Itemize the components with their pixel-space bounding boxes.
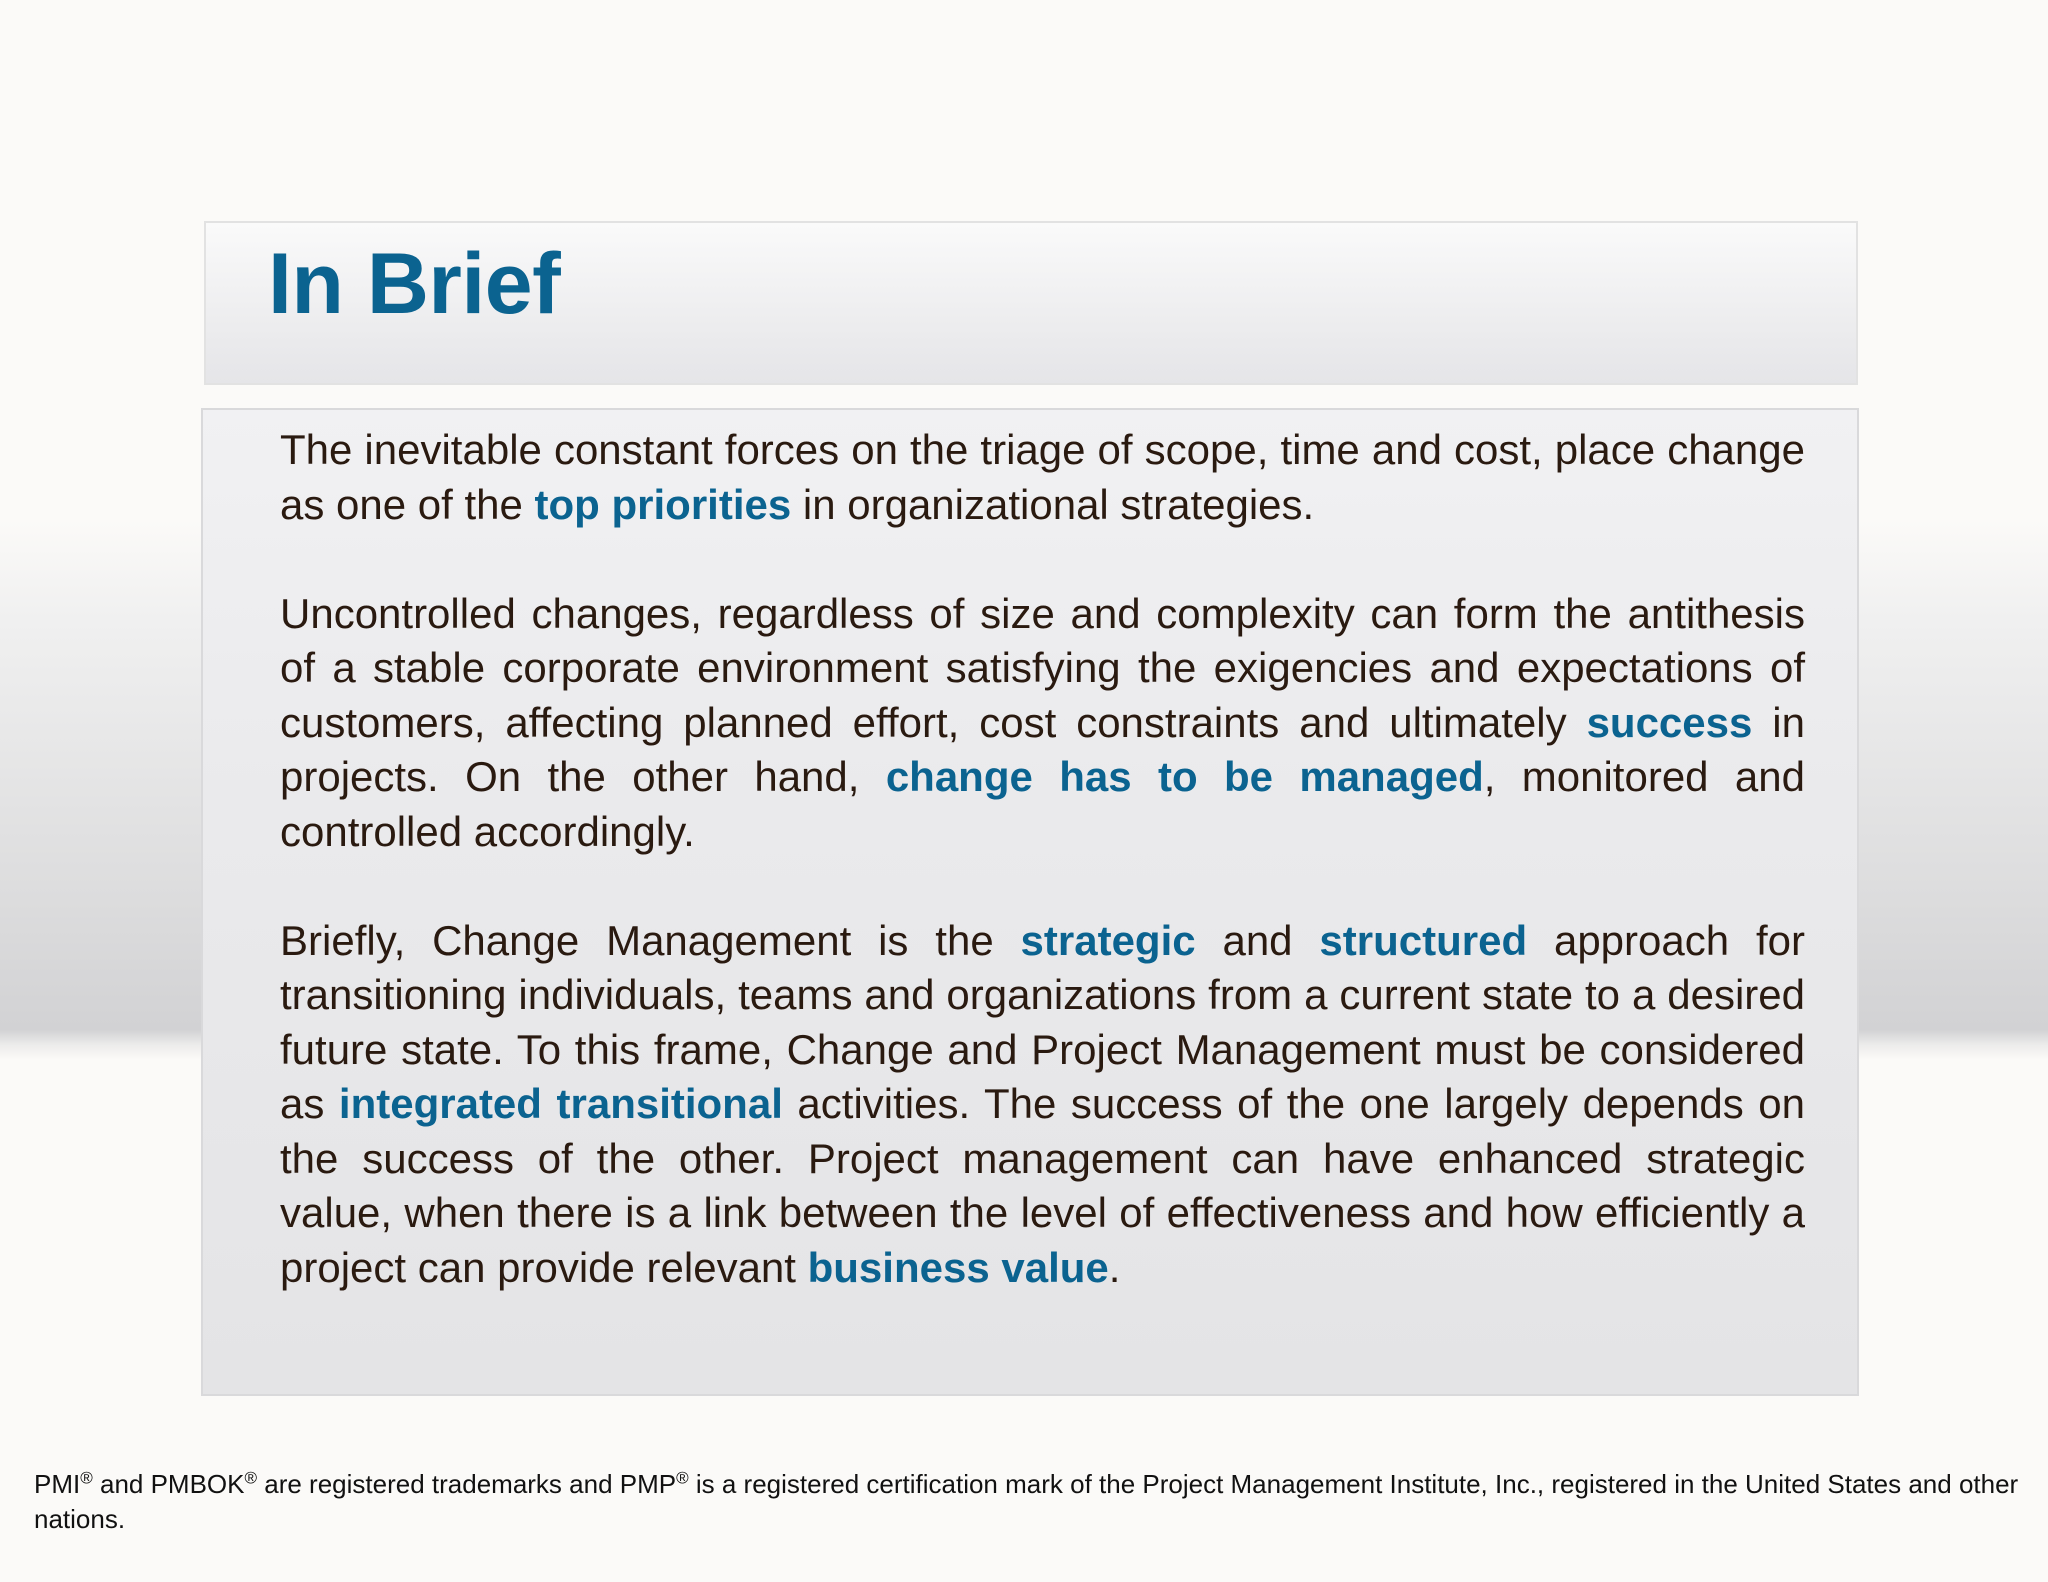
footer-text-3: is a registered certification mark of the Project Management Institute, Inc., registered in the United States and other nations. <box>34 1469 2019 1534</box>
registered-mark-2: ® <box>244 1468 258 1488</box>
paragraph-2-text-3: , monitored and controlled accordingly. <box>280 753 1805 855</box>
footer-pmi: PMI <box>34 1469 81 1499</box>
trademark-footer <box>34 1467 2024 1537</box>
title-panel <box>204 221 1858 385</box>
highlight-integrated-transitional: integrated transitional <box>338 1080 783 1127</box>
paragraph-3 <box>280 914 1805 1296</box>
paragraph-1-text-1: The inevitable constant forces on the triage of scope, time and cost, place change as one of the <box>280 426 1805 528</box>
registered-mark-3: ® <box>676 1468 689 1488</box>
highlight-change-managed: change has to be managed <box>885 753 1484 800</box>
paragraph-3-text-4: activities. The success of the one largely depends on the success of the other. Project management can have enhanced strategic value, when there is a link between the level of effectiveness and how efficiently a project can provide relevant <box>280 1080 1805 1291</box>
content-text <box>280 423 1805 1295</box>
paragraph-2-text-2: in projects. On the other hand, <box>280 698 1805 800</box>
paragraph-1-text-2: in organizational strategies. <box>791 480 1315 528</box>
footer-text-2: are registered trademarks and PMP <box>257 1469 677 1499</box>
highlight-success: success <box>1586 698 1753 746</box>
slide-title: In Brief <box>268 236 561 332</box>
paragraph-3-text-3: approach for transitioning individuals, teams and organizations from a current state to a desired future state. To this frame, Change and Project Management must be considered as <box>280 916 1805 1127</box>
highlight-strategic: strategic <box>1020 916 1196 964</box>
highlight-structured: structured <box>1319 916 1528 964</box>
paragraph-2-text-1: Uncontrolled changes, regardless of size and complexity can form the antithesis of a stable corporate environment satisfying the exigencies and expectations of customers, affecting planned effort, cost constraints and ultimately <box>280 589 1805 746</box>
paragraph-3-text-2: and <box>1195 916 1320 964</box>
footer-text-1: and PMBOK <box>92 1469 245 1499</box>
paragraph-3-text-5: . <box>1108 1243 1121 1291</box>
paragraph-1 <box>280 423 1805 532</box>
highlight-top-priorities: top priorities <box>534 480 792 528</box>
paragraph-3-text-1: Briefly, Change Management is the <box>280 916 1021 964</box>
highlight-business-value: business value <box>807 1243 1109 1291</box>
paragraph-2 <box>280 587 1805 860</box>
content-panel <box>201 408 1859 1396</box>
registered-mark-1: ® <box>80 1468 93 1488</box>
